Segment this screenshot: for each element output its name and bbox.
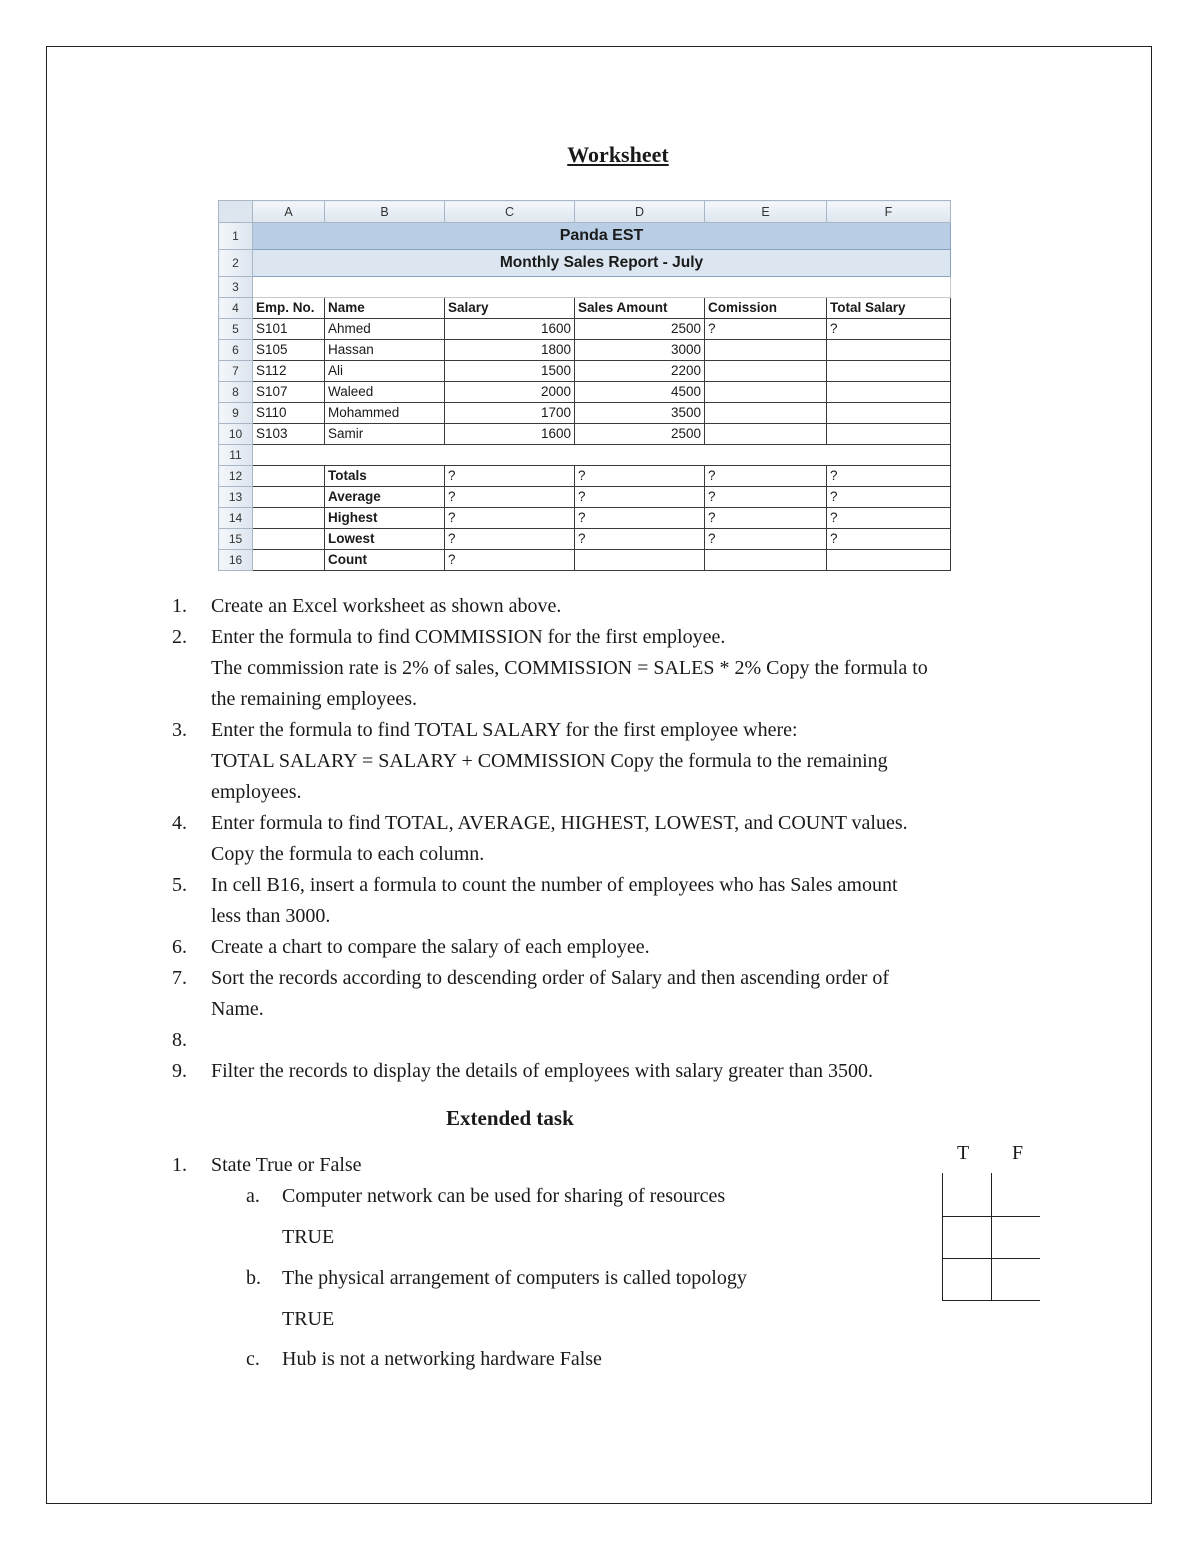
row-number: 2	[219, 250, 253, 277]
cell: ?	[705, 529, 827, 550]
data-row	[219, 361, 951, 382]
cell: ?	[445, 529, 575, 550]
true-false-answer-grid	[942, 1173, 1040, 1301]
cell: Lowest	[325, 529, 445, 550]
cell	[705, 424, 827, 445]
cell	[827, 361, 951, 382]
summary-row	[219, 466, 951, 487]
row-number: 13	[219, 487, 253, 508]
cell: S110	[253, 403, 325, 424]
sheet-row	[219, 250, 951, 277]
header-cell: Salary	[445, 298, 575, 319]
header-cell: Sales Amount	[575, 298, 705, 319]
cell	[253, 487, 325, 508]
cell: Waleed	[325, 382, 445, 403]
cell	[253, 529, 325, 550]
row-number: 5	[219, 319, 253, 340]
column-header-row	[219, 201, 951, 223]
cell: ?	[827, 529, 951, 550]
cell: 1500	[445, 361, 575, 382]
row-number: 3	[219, 277, 253, 298]
cell	[253, 550, 325, 571]
false-column-label: F	[1012, 1142, 1024, 1164]
cell: ?	[575, 529, 705, 550]
column-header: B	[325, 201, 445, 223]
cell: ?	[705, 508, 827, 529]
cell: Average	[325, 487, 445, 508]
cell	[253, 508, 325, 529]
cell: 1600	[445, 424, 575, 445]
spreadsheet-table	[218, 200, 951, 571]
summary-row	[219, 529, 951, 550]
cell: ?	[705, 319, 827, 340]
cell: S105	[253, 340, 325, 361]
cell: S103	[253, 424, 325, 445]
cell: Samir	[325, 424, 445, 445]
column-header: F	[827, 201, 951, 223]
cell	[827, 340, 951, 361]
row-number: 6	[219, 340, 253, 361]
cell: Ahmed	[325, 319, 445, 340]
header-row	[219, 298, 951, 319]
cell	[253, 466, 325, 487]
row-number: 15	[219, 529, 253, 550]
header-cell: Emp. No.	[253, 298, 325, 319]
cell: Highest	[325, 508, 445, 529]
true-column-label: T	[957, 1142, 970, 1164]
answer-text: TRUE	[282, 1226, 335, 1248]
empty-cell	[253, 445, 951, 466]
cell	[705, 550, 827, 571]
cell: ?	[575, 487, 705, 508]
cell	[705, 382, 827, 403]
cell: ?	[575, 466, 705, 487]
cell: ?	[445, 466, 575, 487]
cell: ?	[827, 319, 951, 340]
row-number: 4	[219, 298, 253, 319]
cell: S112	[253, 361, 325, 382]
grid-line	[942, 1173, 943, 1301]
cell: 1700	[445, 403, 575, 424]
cell: ?	[827, 487, 951, 508]
cell: 1800	[445, 340, 575, 361]
row-number: 9	[219, 403, 253, 424]
sheet-subtitle-cell: Monthly Sales Report - July	[253, 250, 951, 277]
column-header: A	[253, 201, 325, 223]
cell	[827, 382, 951, 403]
cell: ?	[575, 508, 705, 529]
row-number: 14	[219, 508, 253, 529]
cell: 3000	[575, 340, 705, 361]
cell: Totals	[325, 466, 445, 487]
cell: 4500	[575, 382, 705, 403]
summary-row	[219, 508, 951, 529]
sheet-title-cell: Panda EST	[253, 223, 951, 250]
section-heading: Extended task	[446, 1106, 574, 1130]
select-all-corner	[219, 201, 253, 223]
cell: S107	[253, 382, 325, 403]
row-number: 12	[219, 466, 253, 487]
data-row	[219, 403, 951, 424]
cell: 2200	[575, 361, 705, 382]
cell: 1600	[445, 319, 575, 340]
cell: ?	[705, 466, 827, 487]
sheet-row	[219, 277, 951, 298]
cell: Mohammed	[325, 403, 445, 424]
row-number: 7	[219, 361, 253, 382]
data-row	[219, 340, 951, 361]
grid-line	[942, 1300, 1040, 1301]
summary-row	[219, 550, 951, 571]
column-header: E	[705, 201, 827, 223]
header-cell: Comission	[705, 298, 827, 319]
answer-text: TRUE	[282, 1308, 335, 1330]
grid-line	[991, 1173, 992, 1301]
row-number: 1	[219, 223, 253, 250]
cell	[827, 550, 951, 571]
cell	[705, 340, 827, 361]
cell	[705, 361, 827, 382]
cell: ?	[445, 487, 575, 508]
cell: ?	[445, 508, 575, 529]
cell: 2000	[445, 382, 575, 403]
cell	[705, 403, 827, 424]
grid-line	[942, 1258, 1040, 1259]
cell	[827, 403, 951, 424]
row-number: 10	[219, 424, 253, 445]
empty-cell	[253, 277, 951, 298]
cell: 2500	[575, 424, 705, 445]
row-number: 16	[219, 550, 253, 571]
spreadsheet-image	[218, 200, 950, 583]
grid-line	[942, 1216, 1040, 1217]
cell: ?	[705, 487, 827, 508]
cell: ?	[445, 550, 575, 571]
header-cell: Name	[325, 298, 445, 319]
summary-row	[219, 487, 951, 508]
cell: Ali	[325, 361, 445, 382]
cell: ?	[827, 508, 951, 529]
header-cell: Total Salary	[827, 298, 951, 319]
cell	[827, 424, 951, 445]
cell	[575, 550, 705, 571]
cell: 2500	[575, 319, 705, 340]
sheet-row	[219, 223, 951, 250]
column-header: D	[575, 201, 705, 223]
column-header: C	[445, 201, 575, 223]
data-row	[219, 382, 951, 403]
data-row	[219, 319, 951, 340]
cell: Hassan	[325, 340, 445, 361]
data-row	[219, 424, 951, 445]
cell: 3500	[575, 403, 705, 424]
row-number: 8	[219, 382, 253, 403]
cell: S101	[253, 319, 325, 340]
page-title: Worksheet	[567, 142, 669, 167]
cell: Count	[325, 550, 445, 571]
row-number: 11	[219, 445, 253, 466]
sheet-row	[219, 445, 951, 466]
cell: ?	[827, 466, 951, 487]
